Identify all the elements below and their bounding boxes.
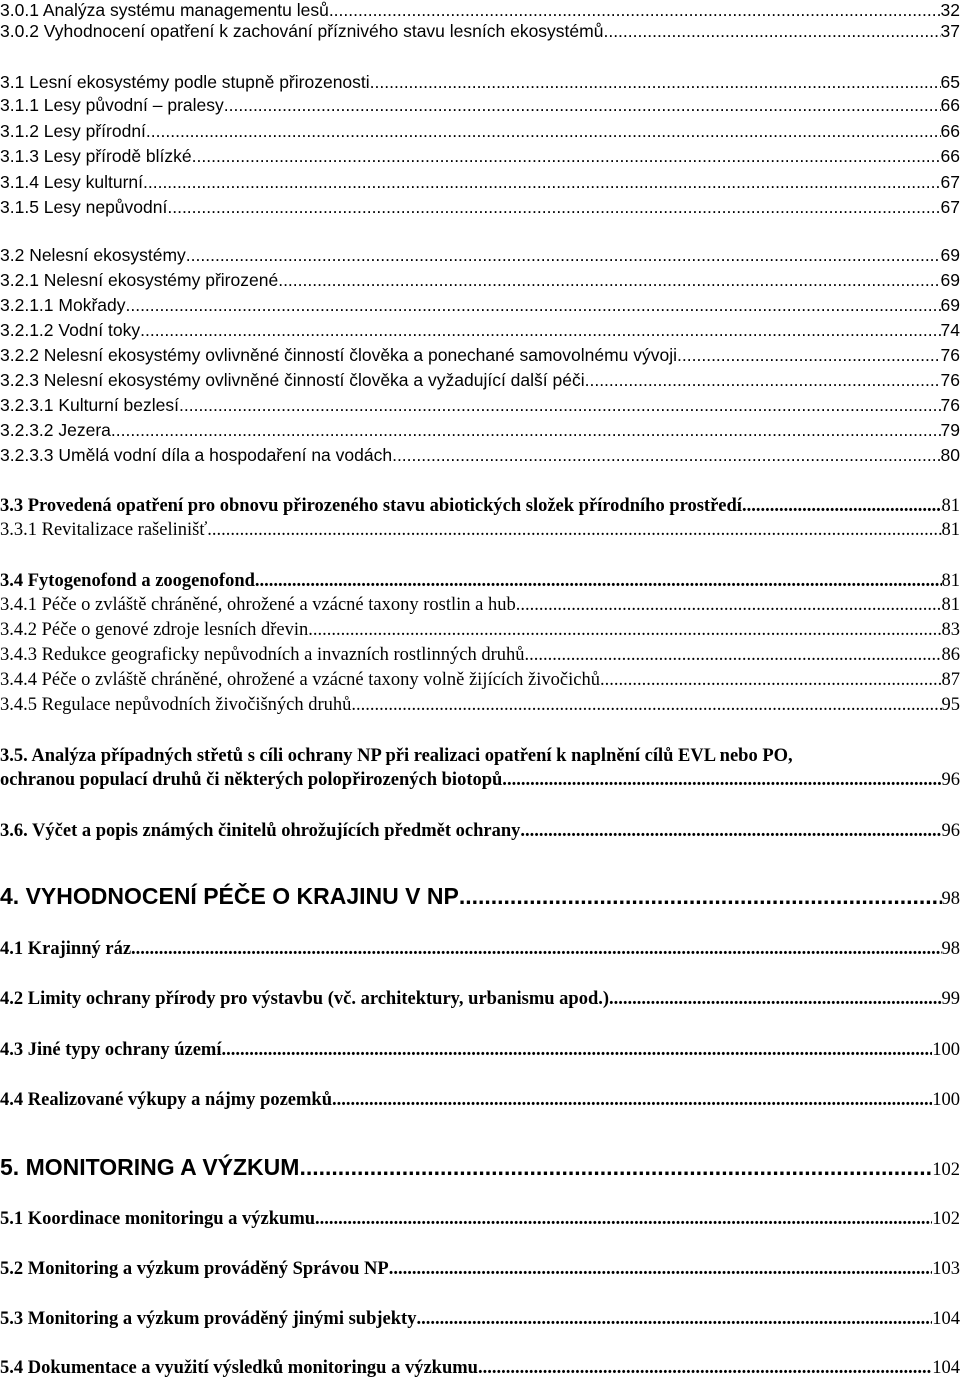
- toc-leader-dots: [351, 695, 941, 716]
- toc-entry-label: 3.3 Provedená opatření pro obnovu přirozeného stavu abiotických složek přírodního prostředí: [0, 496, 742, 516]
- toc-leader-dots: [278, 270, 940, 291]
- toc-entry-label: 3.1.1 Lesy původní – pralesy: [0, 95, 224, 115]
- toc-page-number: 81: [941, 595, 960, 615]
- toc-page-number: 87: [941, 670, 960, 690]
- toc-leader-dots: [478, 1358, 932, 1379]
- toc-entry[interactable]: [0, 320, 960, 341]
- toc-page-number: 96: [941, 770, 960, 790]
- toc-entry-label: 3.5. Analýza případných střetů s cíli ochrany NP při realizaci opatření k naplnění cílů EVL nebo PO,: [0, 746, 793, 766]
- toc-entry[interactable]: [0, 1309, 960, 1330]
- toc-entry[interactable]: [0, 245, 960, 266]
- toc-page-number: 99: [941, 989, 960, 1009]
- toc-page-number: 79: [940, 420, 960, 440]
- toc-entry-label: 3.1.2 Lesy přírodní: [0, 121, 146, 141]
- toc-page-number: 98: [941, 889, 960, 909]
- toc-entry-label: 3.4.3 Redukce geograficky nepůvodních a invazních rostlinných druhů: [0, 645, 525, 665]
- toc-leader-dots: [146, 121, 941, 142]
- toc-entry[interactable]: [0, 345, 960, 366]
- toc-entry-label: 3.4.4 Péče o zvláště chráněné, ohrožené a vzácné taxony volně žijících živočichů: [0, 670, 600, 690]
- toc-entry[interactable]: [0, 270, 960, 291]
- toc-page-number: 83: [941, 620, 960, 640]
- toc-page-number: 104: [932, 1309, 960, 1329]
- toc-leader-dots: [585, 370, 941, 391]
- toc-leader-dots: [111, 420, 941, 441]
- toc-page-number: 32: [940, 0, 960, 20]
- toc-entry[interactable]: [0, 821, 960, 842]
- toc-entry-label: ochranou populací druhů či některých polopřirozených biotopů.: [0, 770, 507, 790]
- toc-entry[interactable]: [0, 1259, 960, 1280]
- toc-leader-dots: [603, 21, 940, 42]
- toc-leader-dots: [143, 172, 941, 193]
- toc-page-number: 102: [932, 1209, 960, 1229]
- toc-chapter-entry[interactable]: [0, 1154, 960, 1181]
- toc-leader-dots: [392, 445, 940, 466]
- toc-leader-dots: [332, 1090, 932, 1111]
- toc-entry-line1[interactable]: [0, 746, 960, 767]
- toc-leader-dots: [600, 670, 942, 691]
- toc-entry[interactable]: [0, 0, 960, 21]
- toc-entry-label: 3.1.4 Lesy kulturní: [0, 172, 143, 192]
- toc-page-number: 81: [941, 520, 960, 540]
- toc-entry-label: 3.2.3.1 Kulturní bezlesí: [0, 395, 179, 415]
- toc-entry[interactable]: [0, 395, 960, 416]
- toc-leader-dots: [520, 821, 941, 842]
- toc-leader-dots: [131, 939, 941, 960]
- toc-page-number: 76: [940, 370, 960, 390]
- toc-page-number: 95: [941, 695, 960, 715]
- toc-leader-dots: [525, 645, 942, 666]
- toc-entry[interactable]: [0, 121, 960, 142]
- toc-entry-label: 4.4 Realizované výkupy a nájmy pozemků: [0, 1090, 332, 1110]
- toc-page-number: 76: [940, 395, 960, 415]
- toc-entry-label: 3.6. Výčet a popis známých činitelů ohrožujících předmět ochrany: [0, 821, 521, 841]
- toc-entry[interactable]: [0, 21, 960, 42]
- toc-entry[interactable]: [0, 989, 960, 1010]
- toc-entry-label: 3.1 Lesní ekosystémy podle stupně přirozenosti: [0, 72, 370, 92]
- toc-page-number: 67: [940, 197, 960, 217]
- toc-page-number: 98: [941, 939, 960, 959]
- toc-page-number: 37: [940, 21, 960, 41]
- toc-entry-label: 3.4.1 Péče o zvláště chráněné, ohrožené a vzácné taxony rostlin a hub: [0, 595, 516, 615]
- toc-page-number: 66: [940, 121, 960, 141]
- toc-entry-label: 5.3 Monitoring a výzkum prováděný jinými subjekty: [0, 1309, 417, 1329]
- toc-page-number: 81: [941, 496, 960, 516]
- toc-page-number: 86: [941, 645, 960, 665]
- toc-leader-dots: [167, 197, 940, 218]
- toc-entry[interactable]: [0, 146, 960, 167]
- toc-page-number: 67: [940, 172, 960, 192]
- toc-entry-label: 3.0.1 Analýza systému managementu lesů: [0, 0, 329, 20]
- toc-entry-label: 5.4 Dokumentace a využití výsledků monitoringu a výzkumu: [0, 1358, 478, 1378]
- toc-entry-label: 3.4 Fytogenofond a zoogenofond: [0, 571, 255, 591]
- toc-leader-dots: [186, 245, 941, 266]
- toc-entry[interactable]: [0, 939, 960, 960]
- toc-page-number: 69: [940, 270, 960, 290]
- toc-entry[interactable]: [0, 445, 960, 466]
- toc-entry-label: 3.2.1.1 Mokřady: [0, 295, 126, 315]
- toc-leader-dots: [192, 146, 941, 167]
- toc-leader-dots: [221, 1040, 932, 1061]
- toc-leader-dots: [140, 320, 940, 341]
- toc-page-number: 69: [940, 245, 960, 265]
- toc-entry-label: 3.4.5 Regulace nepůvodních živočišných druhů: [0, 695, 352, 715]
- toc-page-number: 102: [932, 1160, 960, 1180]
- toc-entry-label: 3.1.3 Lesy přírodě blízké: [0, 146, 192, 166]
- toc-entry-label: 5. MONITORING A VÝZKUM: [0, 1154, 300, 1180]
- toc-page-number: 65: [940, 72, 960, 92]
- toc-entry[interactable]: [0, 95, 960, 116]
- toc-entry-label: 3.2.3.2 Jezera: [0, 420, 111, 440]
- toc-entry[interactable]: [0, 670, 960, 691]
- toc-entry[interactable]: [0, 1040, 960, 1061]
- toc-leader-dots: [742, 496, 942, 517]
- toc-entry[interactable]: [0, 520, 960, 541]
- toc-leader-dots: [516, 595, 942, 616]
- toc-entry-label: 4.1 Krajinný ráz: [0, 939, 132, 959]
- toc-leader-dots: [389, 1259, 933, 1280]
- toc-page-number: 80: [940, 445, 960, 465]
- toc-page-number: 96: [941, 821, 960, 841]
- toc-entry-label: 3.0.2 Vyhodnocení opatření k zachování příznivého stavu lesních ekosystémů: [0, 21, 604, 41]
- toc-entry-label: 3.4.2 Péče o genové zdroje lesních dřevin: [0, 620, 309, 640]
- toc-entry-label: 3.3.1 Revitalizace rašelinišť: [0, 520, 208, 540]
- toc-page-number: 69: [940, 295, 960, 315]
- toc-entry[interactable]: [0, 695, 960, 716]
- toc-entry[interactable]: [0, 620, 960, 641]
- toc-entry[interactable]: [0, 1209, 960, 1230]
- toc-leader-dots: [329, 0, 941, 21]
- toc-entry[interactable]: [0, 571, 960, 592]
- toc-leader-dots: [507, 770, 942, 791]
- toc-entry-label: 3.2.3.3 Umělá vodní díla a hospodaření na vodách: [0, 445, 393, 465]
- toc-entry-label: 3.2 Nelesní ekosystémy: [0, 245, 186, 265]
- toc-leader-dots: [299, 1154, 932, 1181]
- toc-page-number: 103: [932, 1259, 960, 1279]
- toc-entry[interactable]: [0, 770, 960, 791]
- toc-leader-dots: [609, 989, 941, 1010]
- toc-entry-label: 3.2.1.2 Vodní toky: [0, 320, 141, 340]
- toc-entry[interactable]: [0, 645, 960, 666]
- toc-leader-dots: [255, 571, 942, 592]
- toc-entry[interactable]: [0, 172, 960, 193]
- toc-page-number: 100: [932, 1040, 960, 1060]
- toc-entry-label: 3.1.5 Lesy nepůvodní: [0, 197, 168, 217]
- toc-entry[interactable]: [0, 595, 960, 616]
- toc-leader-dots: [308, 620, 941, 641]
- toc-leader-dots: [459, 883, 942, 910]
- toc-entry[interactable]: [0, 1090, 960, 1111]
- toc-entry-label: 4.3 Jiné typy ochrany území: [0, 1040, 222, 1060]
- toc-page-number: 81: [941, 571, 960, 591]
- toc-entry-label: 5.1 Koordinace monitoringu a výzkumu: [0, 1209, 316, 1229]
- toc-entry[interactable]: [0, 420, 960, 441]
- toc-page-number: 104: [932, 1358, 960, 1378]
- toc-leader-dots: [179, 395, 941, 416]
- toc-entry-label: 3.2.2 Nelesní ekosystémy ovlivněné činností člověka a ponechané samovolnému vývoji: [0, 345, 678, 365]
- toc-entry-label: 4. VYHODNOCENÍ PÉČE O KRAJINU V NP: [0, 883, 459, 909]
- toc-page-number: 66: [940, 95, 960, 115]
- toc-page-number: 76: [940, 345, 960, 365]
- toc-entry[interactable]: [0, 370, 960, 391]
- toc-entry-label: 5.2 Monitoring a výzkum prováděný Správou NP: [0, 1259, 389, 1279]
- toc-entry[interactable]: [0, 72, 960, 93]
- toc-page-number: 100: [932, 1090, 960, 1110]
- toc-entry[interactable]: [0, 496, 960, 517]
- toc-entry[interactable]: [0, 197, 960, 218]
- toc-entry-label: 3.2.3 Nelesní ekosystémy ovlivněné činností člověka a vyžadující další péči: [0, 370, 585, 390]
- toc-entry[interactable]: [0, 295, 960, 316]
- toc-leader-dots: [207, 520, 941, 541]
- toc-entry-label: 4.2 Limity ochrany přírody pro výstavbu (vč. architektury, urbanismu apod.): [0, 989, 610, 1009]
- toc-page-number: 74: [940, 320, 960, 340]
- toc-leader-dots: [416, 1309, 932, 1330]
- toc-entry[interactable]: [0, 1358, 960, 1379]
- toc-leader-dots: [224, 95, 941, 116]
- toc-entry-label: 3.2.1 Nelesní ekosystémy přirozené: [0, 270, 279, 290]
- toc-chapter-entry[interactable]: [0, 883, 960, 910]
- toc-page-number: 66: [940, 146, 960, 166]
- toc-leader-dots: [315, 1209, 932, 1230]
- toc-leader-dots: [677, 345, 941, 366]
- toc-leader-dots: [370, 72, 941, 93]
- toc-leader-dots: [125, 295, 940, 316]
